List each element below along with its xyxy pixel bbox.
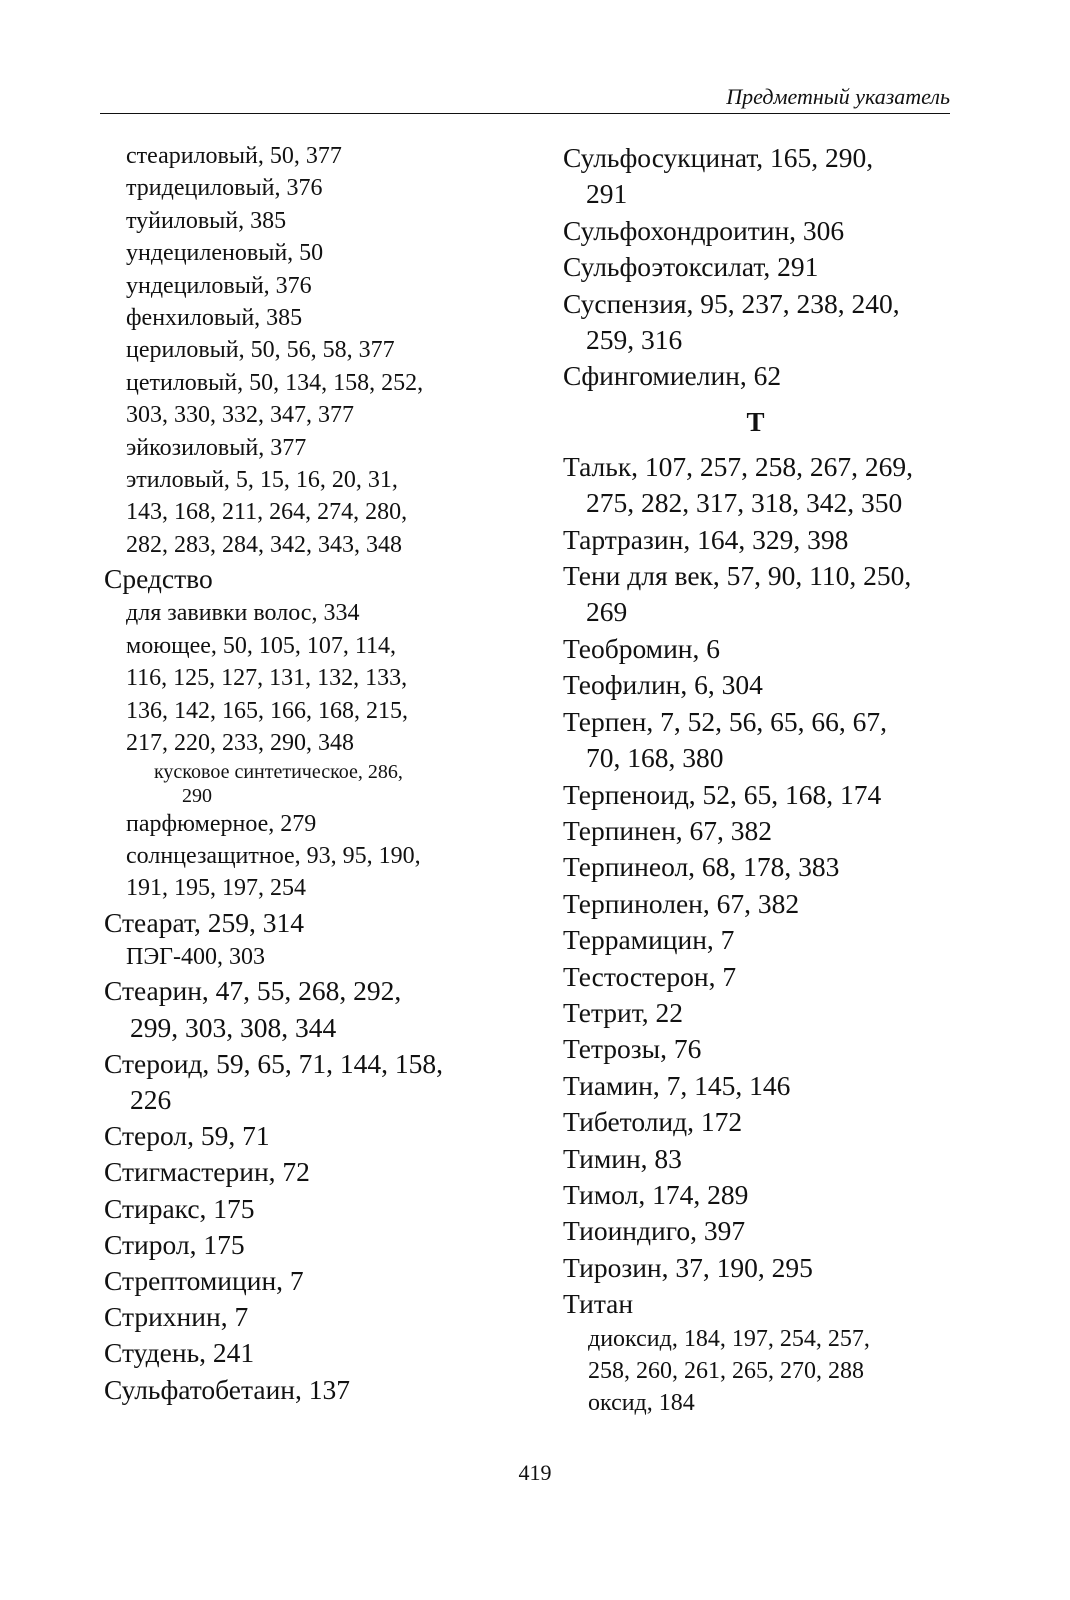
entry-line: Терпинеол, 68, 178, 383 [563,851,840,883]
entry-line: Тиоиндиго, 397 [563,1215,746,1247]
index-subentry [563,1323,963,1388]
entry-line: Тиамин, 7, 145, 146 [563,1069,791,1101]
index-entry [104,1191,514,1227]
entry-line: стеариловый, 50, 377 [126,143,342,169]
entry-line: Стерол, 59, 71 [104,1120,270,1152]
entry-line: Сульфосукцинат, 165, 290, [563,142,874,173]
index-entry [104,1263,514,1299]
index-entry [563,1141,963,1177]
index-entry [104,1335,514,1371]
index-subentry [104,464,514,561]
entry-line: Терпинен, 67, 382 [563,814,773,846]
index-entry [563,358,963,394]
index-entry [104,1046,514,1118]
index-subentry [104,367,514,432]
entry-line: Стрептомицин, 7 [104,1264,304,1296]
entry-line: Терпеноид, 52, 65, 168, 174 [563,778,882,810]
entry-line: Тирозин, 37, 190, 295 [563,1251,813,1283]
entry-line: эйкозиловый, 377 [126,434,307,461]
entry-line: Сульфоэтоксилат, 291 [563,251,819,283]
entry-line: ундециловый, 376 [126,272,312,299]
entry-line: Стирол, 175 [104,1228,245,1260]
entry-line: Стероид, 59, 65, 71, 144, 158, [104,1047,444,1079]
entry-line: тридециловый, 376 [126,175,323,202]
entry-line: Стеарат, 259, 314 [104,906,304,938]
entry-line: Тальк, 107, 257, 258, 267, 269, [563,450,914,482]
entry-continuation-line: 258, 260, 261, 265, 270, 288 [588,1358,864,1384]
index-entry [563,667,963,703]
index-entry [563,1250,963,1286]
entry-line: солнцезащитное, 93, 95, 190, [126,842,421,869]
index-column-left [104,140,514,1408]
entry-line: Тестостерон, 7 [563,960,737,992]
entry-line: этиловый, 5, 15, 16, 20, 31, [126,467,398,494]
entry-line: Терпинолен, 67, 382 [563,887,800,919]
entry-line: Суспензия, 95, 237, 238, 240, [563,287,900,319]
entry-line: Теобромин, 6 [563,632,721,664]
index-entry [104,1154,514,1190]
entry-line: цериловый, 50, 56, 58, 377 [126,337,395,364]
entry-continuation-line: 136, 142, 165, 166, 168, 215, [126,697,408,724]
entry-line: туйиловый, 385 [126,207,287,234]
index-subentry [104,237,514,269]
entry-line: Стеарин, 47, 55, 268, 292, [104,975,402,1007]
index-entry [563,249,963,285]
entry-line: оксид, 184 [588,1390,695,1417]
entry-line: Терпен, 7, 52, 56, 65, 66, 67, [563,705,887,737]
index-entry [563,886,963,922]
index-subentry [104,432,514,464]
entry-line: Тетрозы, 76 [563,1033,702,1065]
entry-line: моющее, 50, 105, 107, 114, [126,632,397,659]
index-subentry [104,172,514,204]
entry-line: Титан [563,1288,634,1320]
index-entry [563,558,963,631]
entry-line: Сфингомиелин, 62 [563,360,782,392]
entry-continuation-line: 116, 125, 127, 131, 132, 133, [126,665,408,692]
index-subentry [104,630,514,760]
entry-line: Теофилин, 6, 304 [563,669,763,701]
entry-line: Тибетолид, 172 [563,1106,743,1138]
entry-continuation-line: 143, 168, 211, 264, 274, 280, [126,499,408,526]
index-entry [563,922,963,958]
entry-line: ПЭГ-400, 303 [126,943,266,970]
index-subentry [104,270,514,302]
entry-continuation-line: 191, 195, 197, 254 [126,875,306,902]
entry-continuation-line: 291 [586,178,628,210]
index-subentry [104,597,514,629]
index-entry [563,1286,963,1322]
entry-line: Сульфатобетаин, 137 [104,1373,351,1405]
entry-continuation-line: 70, 168, 380 [586,742,724,774]
index-entry [104,1299,514,1335]
index-subentry [104,302,514,334]
index-entry [563,140,963,213]
entry-line: Террамицин, 7 [563,924,735,956]
entry-continuation-line: 303, 330, 332, 347, 377 [126,402,354,429]
entry-line: парфюмерное, 279 [126,810,317,837]
index-subentry [563,1387,963,1419]
entry-line: Стигмастерин, 72 [104,1156,310,1188]
index-entry [563,704,963,777]
index-entry [104,561,514,597]
entry-line: Стиракс, 175 [104,1192,255,1224]
index-subentry [104,140,514,172]
index-subentry [104,760,514,808]
index-entry [563,1031,963,1067]
entry-continuation-line: 282, 283, 284, 342, 343, 348 [126,531,402,558]
index-entry [563,631,963,667]
index-entry [563,1068,963,1104]
index-entry [563,849,963,885]
index-entry [104,905,514,941]
index-entry [104,973,514,1045]
entry-line: фенхиловый, 385 [126,305,303,332]
index-column-right [563,140,963,1420]
index-subentry [104,205,514,237]
entry-line: Студень, 241 [104,1337,255,1369]
entry-continuation-line: 226 [130,1083,172,1115]
entry-line: Сульфохондроитин, 306 [563,214,845,246]
entry-line: для завивки волос, 334 [126,600,360,627]
index-entry [563,995,963,1031]
entry-continuation-line: 290 [182,784,212,807]
index-entry [563,1177,963,1213]
entry-line: Тимол, 174, 289 [563,1178,749,1210]
header-rule [100,113,950,114]
index-entry [563,959,963,995]
entry-line: Стрихнин, 7 [104,1301,249,1333]
index-entry [563,449,963,522]
index-entry [104,1118,514,1154]
index-entry [563,777,963,813]
index-subentry [104,334,514,366]
entry-line: кусковое синтетическое, 286, [154,760,403,783]
entry-line: диоксид, 184, 197, 254, 257, [588,1325,870,1352]
entry-continuation-line: 217, 220, 233, 290, 348 [126,730,354,757]
entry-line: Тени для век, 57, 90, 110, 250, [563,560,912,592]
running-header: Предметный указатель [726,84,950,109]
entry-line: ундециленовый, 50 [126,240,324,267]
entry-line: Тетрит, 22 [563,996,683,1028]
index-entry [563,1213,963,1249]
index-entry [104,1372,514,1408]
index-subentry [104,941,514,973]
index-entry [563,286,963,359]
page-number: 419 [518,1460,552,1485]
section-letter: Т [746,406,765,437]
entry-continuation-line: 269 [586,596,628,628]
entry-line: Тартразин, 164, 329, 398 [563,523,849,555]
index-subentry [104,808,514,840]
index-entry [563,813,963,849]
index-subentry [104,840,514,905]
index-entry [563,213,963,249]
entry-line: Тимин, 83 [563,1142,682,1174]
index-entry [563,522,963,558]
entry-line: Средство [104,563,213,595]
entry-continuation-line: 259, 316 [586,324,683,356]
entry-line: цетиловый, 50, 134, 158, 252, [126,369,424,396]
index-entry [563,1104,963,1140]
entry-continuation-line: 275, 282, 317, 318, 342, 350 [586,487,903,519]
entry-continuation-line: 299, 303, 308, 344 [130,1011,337,1043]
index-entry [104,1227,514,1263]
